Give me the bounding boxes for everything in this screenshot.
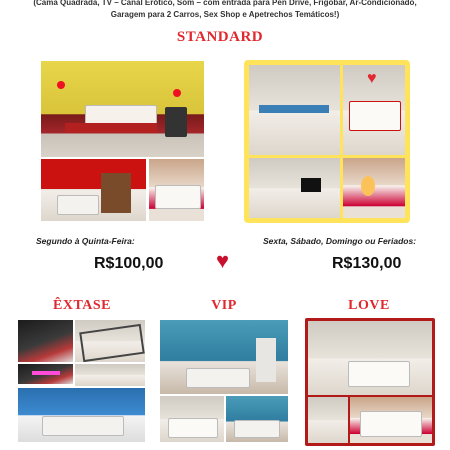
vip-title: VIP	[211, 298, 237, 313]
door-shape	[101, 173, 131, 213]
bed-shape	[57, 195, 99, 215]
standard-title: STANDARD	[176, 29, 264, 45]
weekday-price: R$100,00	[94, 255, 164, 272]
bed-shape	[168, 418, 218, 438]
extase-photo-5	[18, 388, 145, 442]
bed-shape	[234, 420, 280, 438]
weekday-caption: Segundo à Quinta-Feira:	[36, 236, 135, 246]
vip-photo-3	[226, 396, 288, 442]
heart-decor-icon: ♥	[367, 70, 377, 87]
standard-collage-photo-1	[249, 65, 340, 155]
bed-shape	[360, 411, 422, 437]
bed-shape	[348, 361, 410, 387]
vip-photo-2	[160, 396, 224, 442]
love-photo-3	[350, 397, 432, 443]
love-photo-2	[308, 397, 348, 443]
bed-shape	[186, 368, 250, 388]
standard-collage-photo-2	[343, 65, 405, 155]
bed-shape	[349, 101, 401, 131]
extase-photo-3	[18, 364, 73, 384]
column-shape	[256, 338, 276, 382]
amenities-line-2: Garagem para 2 Carros, Sex Shop e Apetrechos Temáticos!)	[110, 10, 340, 19]
standard-collage-photo-4	[343, 158, 405, 218]
standard-room-photo-small-1	[41, 159, 146, 221]
heart-icon: ♥	[216, 248, 230, 273]
bathtub-shape	[259, 105, 329, 113]
bed-shape	[155, 185, 201, 209]
bed-base-shape	[65, 123, 157, 133]
love-title: LOVE	[348, 298, 390, 313]
chair-shape	[165, 107, 187, 137]
extase-photo-1	[18, 320, 73, 362]
standard-room-photo-small-2	[149, 159, 204, 221]
vip-photo-1	[160, 320, 288, 394]
lamp-glow-shape	[361, 176, 375, 196]
lamp-shape	[57, 81, 65, 89]
standard-room-photo-main	[41, 61, 204, 157]
bed-shape	[42, 416, 124, 436]
tv-shape	[301, 178, 321, 192]
extase-title: ÊXTASE	[53, 298, 111, 313]
love-collage-frame	[305, 318, 435, 446]
standard-collage-frame	[244, 60, 410, 223]
pole-shape	[79, 324, 145, 362]
extase-photo-4	[75, 364, 145, 386]
extase-photo-2	[75, 320, 145, 362]
love-photo-1	[308, 321, 432, 395]
amenities-line-1: (Cama Quadrada, TV – Canal Erótico, Som – com entrada para Pen Drive, Frigobar, Ar-Condicionado,	[33, 0, 417, 7]
weekend-caption: Sexta, Sábado, Domingo ou Feriados:	[263, 236, 417, 246]
weekend-price: R$130,00	[332, 255, 402, 272]
lamp-shape	[173, 89, 181, 97]
neon-sign-shape	[32, 371, 60, 375]
standard-collage-photo-3	[249, 158, 340, 218]
